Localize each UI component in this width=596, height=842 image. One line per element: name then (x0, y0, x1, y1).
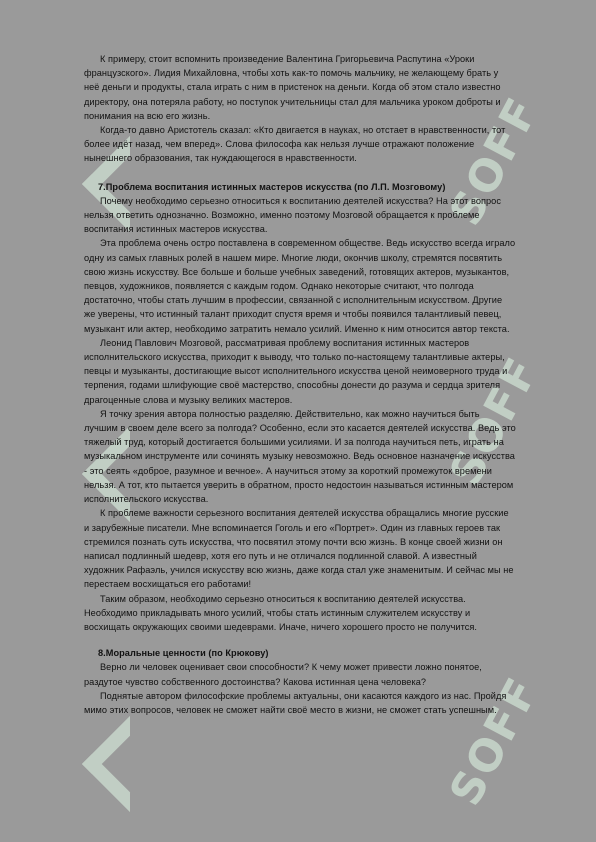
section-heading: 8.Моральные ценности (по Крюкову) (98, 648, 269, 659)
paragraph: Леонид Павлович Мозговой, рассматривая проблему воспитания истинных мастеров исполнительского искусства, приходит к выводу, что только по-настоящему талантливые актеры, певцы и музыканты, достигающие высот исполнительного искусства ценой неимоверного труда и терпения, годами шлифующие своё мастерство, способны донести до разума и сердца зрителя драгоценные слова и музыку великих мастеров. (84, 337, 508, 405)
paragraph: Верно ли человек оценивает свои способности? К чему может привести ложно понятое, раздутое чувство собственного достоинства? Какова истинная цена человека? (84, 662, 482, 687)
spacer (84, 634, 516, 646)
watermark-text: SOFF (440, 88, 550, 234)
watermark-text: SOFF (440, 348, 550, 494)
section-heading: 7.Проблема воспитания истинных мастеров искусства (по Л.П. Мозговому) (98, 181, 446, 192)
paragraph: Когда-то давно Аристотель сказал: «Кто двигается в науках, но отстает в нравственности, тот более идёт назад, чем вперед». Слова философа как нельзя лучше отражают положение нынешнего образования, так нуждающегося в нравственности. (84, 125, 506, 164)
paragraph: К проблеме важности серьезного воспитания деятелей искусства обращались многие русские и зарубежные писатели. Мне вспоминается Гоголь и его «Портрет». Один из главных героев так стремился познать суть искусства, что посвятил этому почти всю жизнь. В конце своей жизни он написал подлинный шедевр, хотя его путь и не отличался подлинной славой. А известный художник Рафаэль, учился искусству всю жизнь, даже когда стал уже знаменитым. И сейчас мы не перестаем восхищаться его работами! (84, 508, 514, 590)
watermark-logo-icon (82, 716, 178, 812)
watermark-text: SOFF (440, 668, 550, 814)
spacer (84, 166, 516, 180)
paragraph: Почему необходимо серьезно относиться к воспитанию деятелей искусства? На этот вопрос нельзя ответить однозначно. Возможно, именно поэтому Мозговой обращается к проблеме воспитания истинных мастеров искусства. (84, 195, 501, 235)
paragraph: Поднятые автором философские проблемы актуальны, они касаются каждого из нас. Пройдя мимо этих вопросов, человек не сможет найти своё место в жизни, не сможет стать успешным. (84, 690, 507, 715)
paragraph: Эта проблема очень остро поставлена в современном обществе. Ведь искусство всегда играло одну из самых главных ролей в нашем мире. Многие люди, окончив школу, стремятся посвятить свою жизнь искусству. Все больше и больше учебных заведений, готовящих актеров, музыкантов, певцов, художников, появляется с каждым годом. Однако некоторые считают, что полгода достаточно, чтобы стать лучшим в профессии, связанной с исполнительным искусством. Другие же уверены, что истинный талант приходит спустя время и чтобы появился талантливый певец, музыкант или актер, необходимо затратить немало усилий. Именно к ним относится автор текста. (84, 238, 516, 334)
paragraph: Таким образом, необходимо серьезно относиться к воспитанию деятелей искусства. Необходимо прикладывать много усилий, чтобы стать истинным служителем искусству и восхищать окружающих своими шедеврами. Иначе, ничего хорошего просто не получится. (84, 593, 478, 632)
paragraph: К примеру, стоит вспомнить произведение Валентина Григорьевича Распутина «Уроки французского». Лидия Михайловна, чтобы хоть как-то помочь мальчику, не желающему брать у неё деньги и продукты, стала играть с ним в пристенок на деньги. Когда об этом стало известно директору, она потеряла работу, но поступок учительницы стал для мальчика уроком доброты и понимания на всю его жизнь. (84, 54, 501, 121)
paragraph: Я точку зрения автора полностью разделяю. Действительно, как можно научиться быть лучшим в своем деле всего за полгода? Особенно, если это касается деятелей искусства. Ведь это тяжелый труд, который достигается большими усилиями. И за полгода научиться петь, играть на музыкальном инструменте или сочинять музыку невозможно. Ведь основное назначение искусства - это сеять «доброе, разумное и вечное». А научиться этому за короткий промежуток времени нельзя. А тот, кто пытается уверить в обратном, просто недостоин называться истинным мастером исполнительского искусства. (84, 408, 516, 505)
document-body (84, 52, 516, 717)
